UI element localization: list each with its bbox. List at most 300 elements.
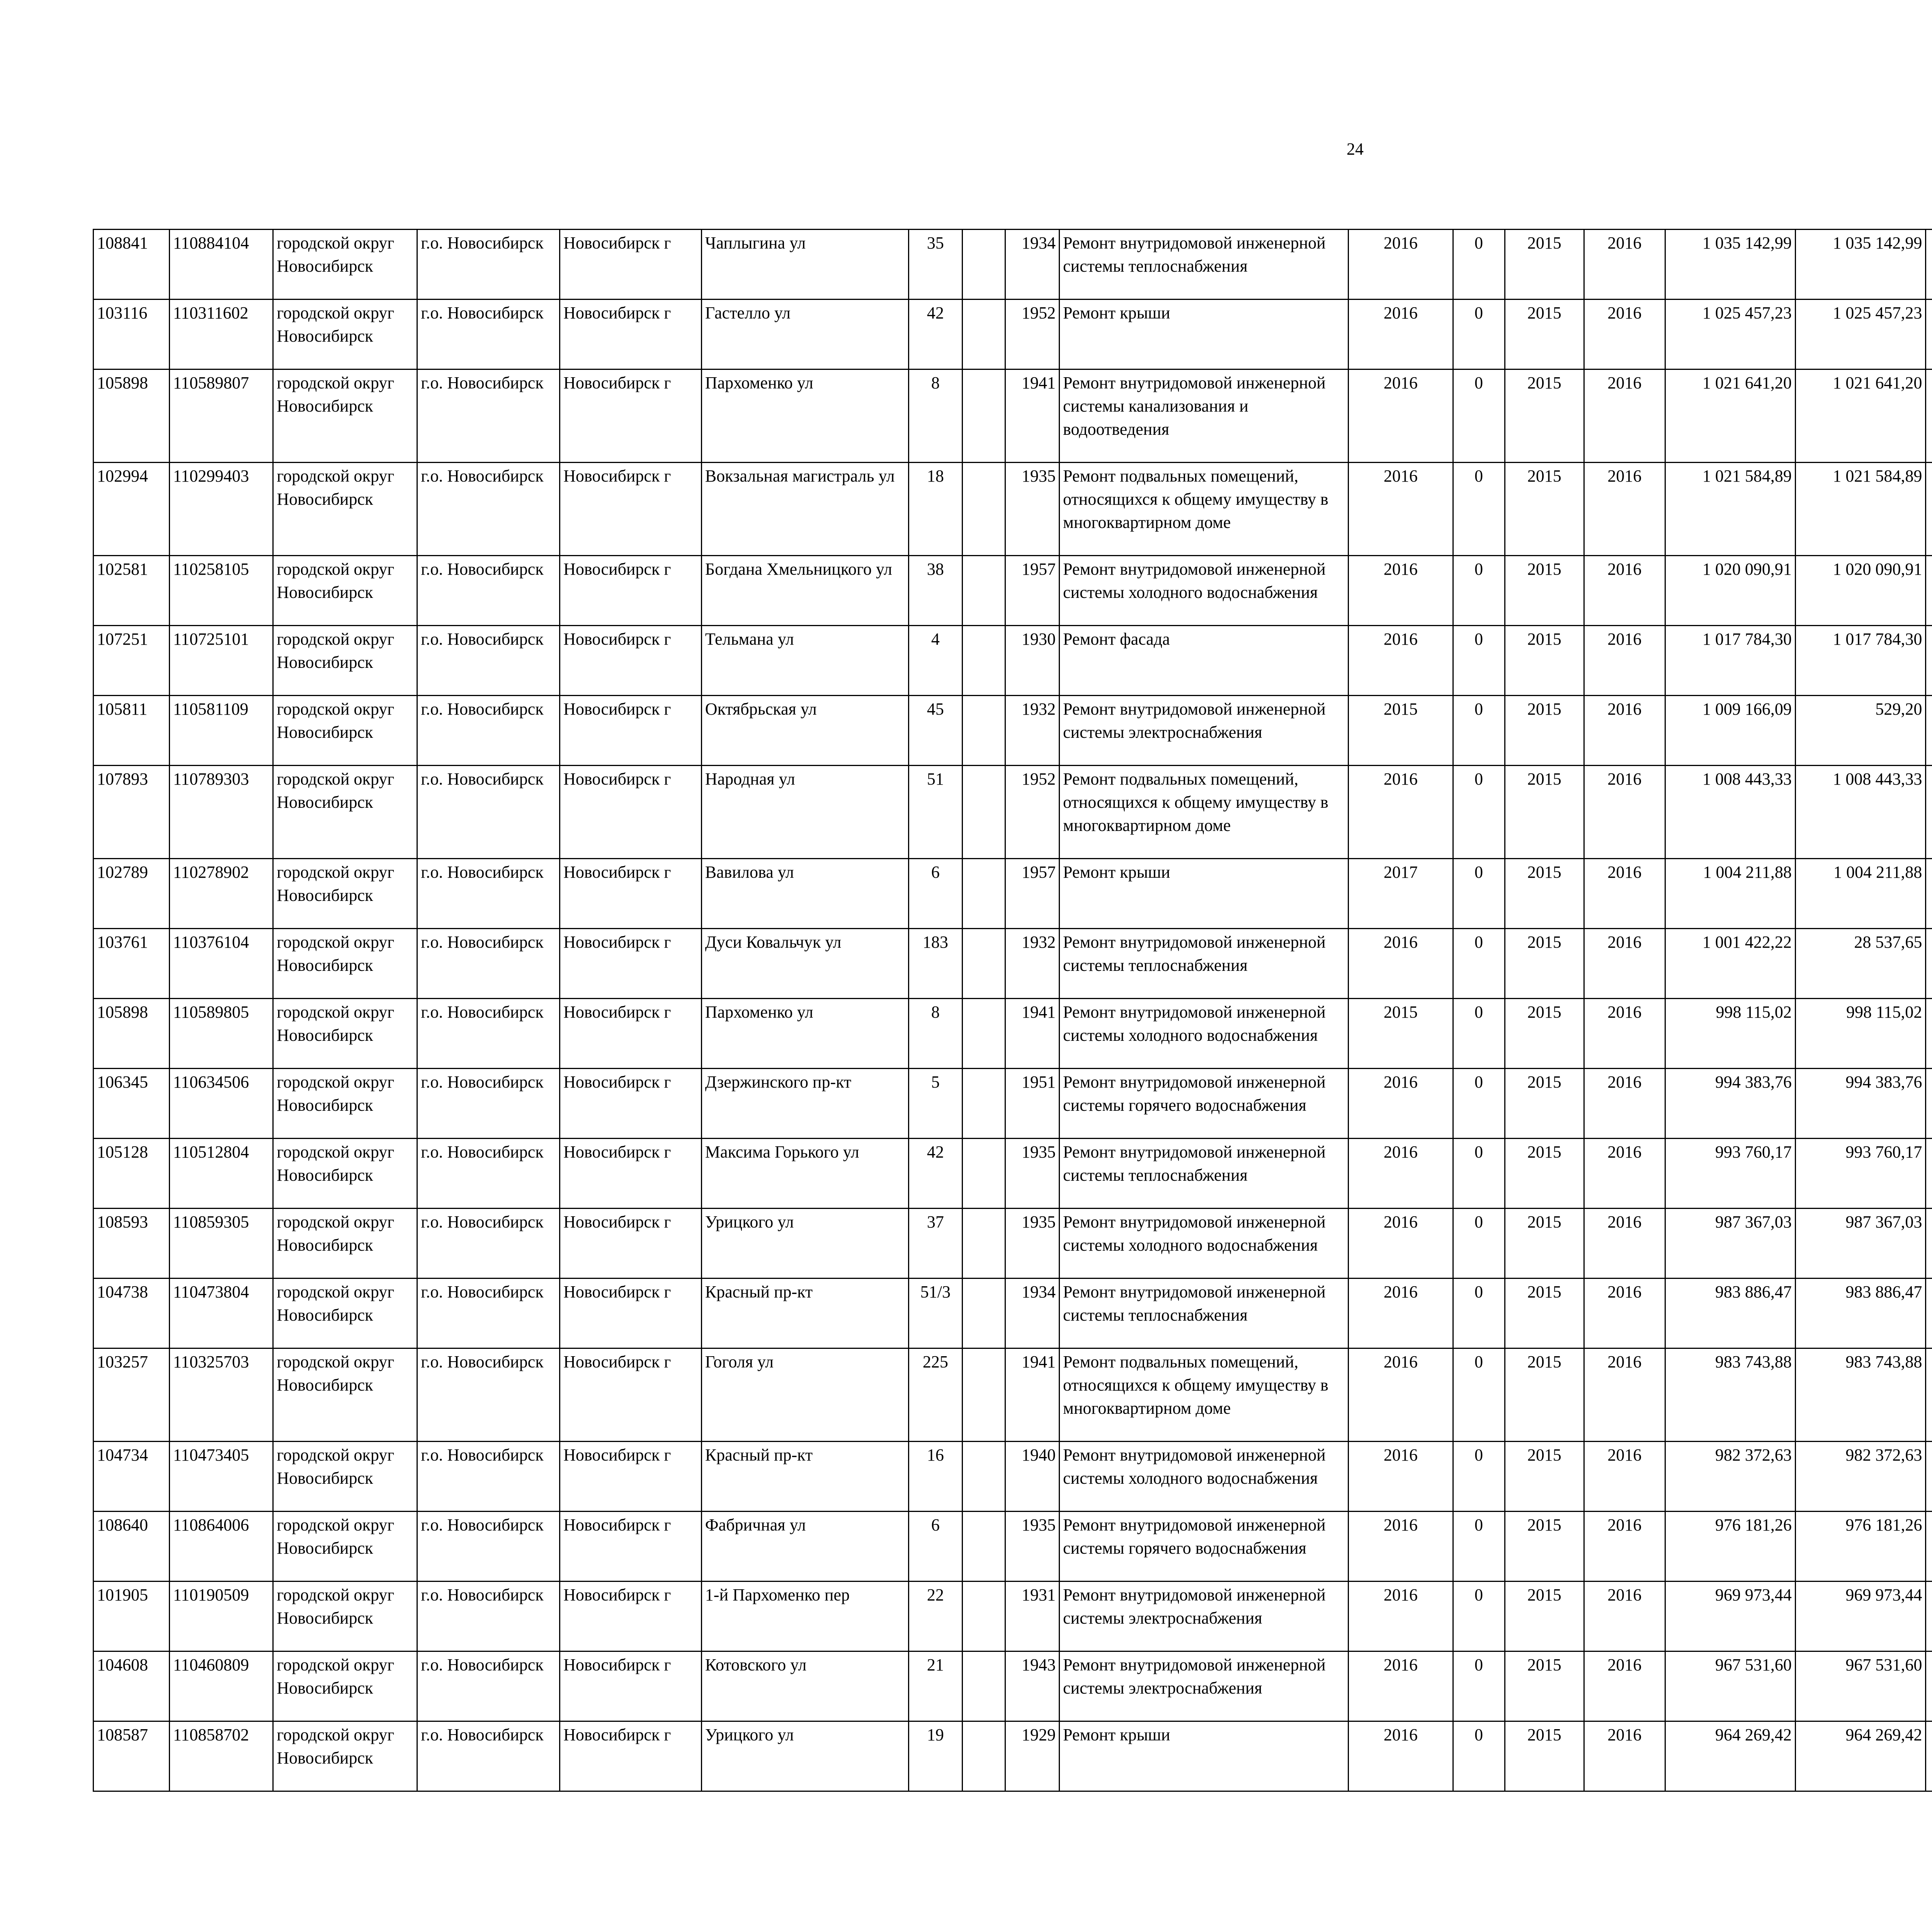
table-cell: 1934 <box>1005 230 1059 300</box>
table-cell: 1935 <box>1005 1512 1059 1582</box>
table-cell: 1932 <box>1005 929 1059 999</box>
table-cell: 0 <box>1453 1069 1505 1139</box>
table-cell: 1930 <box>1005 626 1059 696</box>
table-cell: 1943 <box>1005 1651 1059 1721</box>
table-cell <box>1926 369 1932 463</box>
table-cell: 108587 <box>94 1721 170 1791</box>
table-cell: 976 181,26 <box>1665 1512 1795 1582</box>
table-cell <box>962 1209 1005 1279</box>
table-cell: городской округ Новосибирск <box>273 1442 417 1512</box>
table-cell: 110325703 <box>169 1348 273 1442</box>
table-cell <box>962 463 1005 556</box>
table-cell: Новосибирск г <box>560 300 702 369</box>
table-cell <box>1926 1442 1932 1512</box>
table-cell: 110589805 <box>169 999 273 1069</box>
table-cell: Новосибирск г <box>560 1279 702 1348</box>
table-cell <box>1926 1139 1932 1209</box>
table-cell: Новосибирск г <box>560 929 702 999</box>
table-cell: 983 886,47 <box>1795 1279 1925 1348</box>
table-cell: 37 <box>909 1209 962 1279</box>
table-cell: Богдана Хмельницкого ул <box>701 556 908 626</box>
table-cell: 102581 <box>94 556 170 626</box>
table-cell: 1 020 090,91 <box>1665 556 1795 626</box>
table-cell: 2015 <box>1505 1209 1584 1279</box>
table-cell <box>962 1442 1005 1512</box>
table-cell: Котовского ул <box>701 1651 908 1721</box>
table-cell: 2016 <box>1349 1348 1453 1442</box>
table-cell: 976 181,26 <box>1795 1512 1925 1582</box>
table-cell: 6 <box>909 1512 962 1582</box>
table-cell: 2016 <box>1349 1209 1453 1279</box>
table-cell: городской округ Новосибирск <box>273 1139 417 1209</box>
table-cell: 0 <box>1453 1721 1505 1791</box>
table-cell: Красный пр-кт <box>701 1279 908 1348</box>
table-cell: 110725101 <box>169 626 273 696</box>
table-cell <box>962 766 1005 859</box>
table-cell: городской округ Новосибирск <box>273 1209 417 1279</box>
table-cell: Вавилова ул <box>701 859 908 929</box>
table-cell: Гоголя ул <box>701 1348 908 1442</box>
table-cell: 1 001 422,22 <box>1665 929 1795 999</box>
table-cell: 2016 <box>1349 1512 1453 1582</box>
table-cell: 1 008 443,33 <box>1795 766 1925 859</box>
table-cell: г.о. Новосибирск <box>417 556 560 626</box>
table-cell: 0 <box>1453 556 1505 626</box>
table-cell: 110190509 <box>169 1582 273 1651</box>
table-cell <box>962 696 1005 766</box>
table-cell: Ремонт внутридомовой инженерной системы теплоснабжения <box>1060 1279 1349 1348</box>
table-cell: Ремонт подвальных помещений, относящихся к общему имуществу в многоквартирном доме <box>1060 1348 1349 1442</box>
table-cell: 2016 <box>1349 1442 1453 1512</box>
table-cell: Новосибирск г <box>560 1721 702 1791</box>
table-cell: городской округ Новосибирск <box>273 766 417 859</box>
table-cell: Новосибирск г <box>560 1139 702 1209</box>
table-cell <box>962 1069 1005 1139</box>
table-cell: г.о. Новосибирск <box>417 766 560 859</box>
table-cell: 22 <box>909 1582 962 1651</box>
table-cell: Ремонт внутридомовой инженерной системы горячего водоснабжения <box>1060 1512 1349 1582</box>
table-cell: 1 021 641,20 <box>1665 369 1795 463</box>
table-cell: 16 <box>909 1442 962 1512</box>
table-cell: 1 004 211,88 <box>1795 859 1925 929</box>
table-cell: 2016 <box>1349 929 1453 999</box>
table-cell: 1 025 457,23 <box>1795 300 1925 369</box>
table-cell: 110859305 <box>169 1209 273 1279</box>
table-cell <box>962 1721 1005 1791</box>
table-cell: Новосибирск г <box>560 1348 702 1442</box>
table-cell: Ремонт крыши <box>1060 1721 1349 1791</box>
table-cell: 105128 <box>94 1139 170 1209</box>
table-cell: 8 <box>909 999 962 1069</box>
table-cell: 110789303 <box>169 766 273 859</box>
table-cell: 110311602 <box>169 300 273 369</box>
table-cell <box>1926 696 1932 766</box>
table-cell: 998 115,02 <box>1665 999 1795 1069</box>
table-cell: 983 743,88 <box>1665 1348 1795 1442</box>
table-cell: Ремонт внутридомовой инженерной системы электроснабжения <box>1060 696 1349 766</box>
table-cell: 982 372,63 <box>1795 1442 1925 1512</box>
table-cell: 2015 <box>1349 999 1453 1069</box>
table-cell: 1935 <box>1005 463 1059 556</box>
table-cell: 0 <box>1453 859 1505 929</box>
table-cell <box>962 556 1005 626</box>
table-cell: городской округ Новосибирск <box>273 696 417 766</box>
table-cell: Новосибирск г <box>560 626 702 696</box>
table-row <box>94 766 1932 859</box>
table-cell: Новосибирск г <box>560 369 702 463</box>
table-cell: Новосибирск г <box>560 766 702 859</box>
table-cell: Ремонт фасада <box>1060 626 1349 696</box>
table-cell <box>1926 1348 1932 1442</box>
table-cell: г.о. Новосибирск <box>417 230 560 300</box>
table-cell: 529,20 <box>1795 696 1925 766</box>
table-cell: 2015 <box>1505 1069 1584 1139</box>
table-cell: 2015 <box>1505 369 1584 463</box>
table-cell: г.о. Новосибирск <box>417 1512 560 1582</box>
table-cell: 1932 <box>1005 696 1059 766</box>
table-cell: 2016 <box>1584 1442 1665 1512</box>
table-cell: Новосибирск г <box>560 463 702 556</box>
table-cell <box>1926 463 1932 556</box>
table-cell: Новосибирск г <box>560 696 702 766</box>
table-cell: 0 <box>1453 369 1505 463</box>
table-cell: 42 <box>909 300 962 369</box>
table-cell: 110858702 <box>169 1721 273 1791</box>
table-cell <box>1926 766 1932 859</box>
table-cell: 5 <box>909 1069 962 1139</box>
table-cell: 2016 <box>1349 300 1453 369</box>
table-cell: 987 367,03 <box>1665 1209 1795 1279</box>
table-cell <box>962 1348 1005 1442</box>
table-cell: Ремонт внутридомовой инженерной системы теплоснабжения <box>1060 230 1349 300</box>
table-cell: 2016 <box>1584 1209 1665 1279</box>
table-cell: 8 <box>909 369 962 463</box>
table-cell: 35 <box>909 230 962 300</box>
table-cell <box>1926 929 1932 999</box>
table-cell: 2016 <box>1584 1582 1665 1651</box>
table-cell: Октябрьская ул <box>701 696 908 766</box>
table-cell <box>962 859 1005 929</box>
table-cell: 2015 <box>1505 1348 1584 1442</box>
table-cell <box>1926 1651 1932 1721</box>
table-cell <box>1926 626 1932 696</box>
table-cell: 42 <box>909 1139 962 1209</box>
table-cell: 2015 <box>1505 463 1584 556</box>
table-cell: 225 <box>909 1348 962 1442</box>
table-cell: 0 <box>1453 230 1505 300</box>
table-cell: г.о. Новосибирск <box>417 1279 560 1348</box>
table-row <box>94 300 1932 369</box>
table-cell: 2015 <box>1505 300 1584 369</box>
table-cell: 0 <box>1453 1512 1505 1582</box>
table-cell <box>962 1651 1005 1721</box>
table-cell: 2016 <box>1584 230 1665 300</box>
table-cell: Урицкого ул <box>701 1721 908 1791</box>
table-cell: 1 035 142,99 <box>1665 230 1795 300</box>
table-cell: 993 760,17 <box>1665 1139 1795 1209</box>
table-cell: 110884104 <box>169 230 273 300</box>
table-cell: 2016 <box>1584 999 1665 1069</box>
table-cell: Ремонт крыши <box>1060 300 1349 369</box>
table-cell: 2016 <box>1584 1512 1665 1582</box>
table-cell <box>1926 556 1932 626</box>
table-cell: 21 <box>909 1651 962 1721</box>
table-cell: 2016 <box>1349 1651 1453 1721</box>
table-cell: 2015 <box>1505 1442 1584 1512</box>
table-cell: городской округ Новосибирск <box>273 626 417 696</box>
table-cell: 2016 <box>1349 369 1453 463</box>
table-cell: 51 <box>909 766 962 859</box>
table-cell: г.о. Новосибирск <box>417 1582 560 1651</box>
table-cell: 110634506 <box>169 1069 273 1139</box>
table-cell: Пархоменко ул <box>701 999 908 1069</box>
table-cell: Ремонт внутридомовой инженерной системы теплоснабжения <box>1060 1139 1349 1209</box>
table-cell: 1952 <box>1005 766 1059 859</box>
table-cell: 982 372,63 <box>1665 1442 1795 1512</box>
table-cell: 2015 <box>1505 696 1584 766</box>
table-cell: 2016 <box>1584 1721 1665 1791</box>
table-cell: 0 <box>1453 463 1505 556</box>
table-row <box>94 999 1932 1069</box>
table-cell: 994 383,76 <box>1665 1069 1795 1139</box>
table-cell: 110512804 <box>169 1139 273 1209</box>
table-cell: 45 <box>909 696 962 766</box>
table-cell: 2015 <box>1505 766 1584 859</box>
table-cell: г.о. Новосибирск <box>417 1209 560 1279</box>
table-row <box>94 1442 1932 1512</box>
table-cell <box>962 1582 1005 1651</box>
table-row <box>94 230 1932 300</box>
table-cell: 1 035 142,99 <box>1795 230 1925 300</box>
table-cell: 1951 <box>1005 1069 1059 1139</box>
table-cell: Новосибирск г <box>560 1651 702 1721</box>
table-cell: 2016 <box>1584 1348 1665 1442</box>
table-cell <box>1926 1721 1932 1791</box>
table-cell: Дзержинского пр-кт <box>701 1069 908 1139</box>
table-cell: 1-й Пархоменко пер <box>701 1582 908 1651</box>
table-cell: 106345 <box>94 1069 170 1139</box>
table-row <box>94 1139 1932 1209</box>
table-cell: 2015 <box>1505 230 1584 300</box>
table-cell: 2016 <box>1584 626 1665 696</box>
table-cell: Ремонт подвальных помещений, относящихся к общему имуществу в многоквартирном доме <box>1060 463 1349 556</box>
table-cell: 2016 <box>1349 1069 1453 1139</box>
table-cell: 104738 <box>94 1279 170 1348</box>
table-cell: 110258105 <box>169 556 273 626</box>
table-cell: городской округ Новосибирск <box>273 859 417 929</box>
table-cell: 2016 <box>1584 556 1665 626</box>
table-cell: Тельмана ул <box>701 626 908 696</box>
table-cell: 110278902 <box>169 859 273 929</box>
table-cell: 105898 <box>94 999 170 1069</box>
table-cell: 2015 <box>1349 696 1453 766</box>
table-cell: 6 <box>909 859 962 929</box>
table-cell: 987 367,03 <box>1795 1209 1925 1279</box>
table-body <box>94 230 1932 1791</box>
table-cell: Ремонт внутридомовой инженерной системы холодного водоснабжения <box>1060 556 1349 626</box>
table-row <box>94 1209 1932 1279</box>
table-cell: городской округ Новосибирск <box>273 300 417 369</box>
table-cell: 2016 <box>1349 766 1453 859</box>
table-cell: 103761 <box>94 929 170 999</box>
table-cell: Новосибирск г <box>560 1512 702 1582</box>
table-cell: 1935 <box>1005 1209 1059 1279</box>
table-cell: Максима Горького ул <box>701 1139 908 1209</box>
table-cell: 969 973,44 <box>1665 1582 1795 1651</box>
table-cell: 1941 <box>1005 369 1059 463</box>
table-cell: 969 973,44 <box>1795 1582 1925 1651</box>
table-row <box>94 463 1932 556</box>
table-cell: Вокзальная магистраль ул <box>701 463 908 556</box>
table-cell: 107893 <box>94 766 170 859</box>
table-cell: 2015 <box>1505 1279 1584 1348</box>
table-cell: Новосибирск г <box>560 1442 702 1512</box>
table-cell: городской округ Новосибирск <box>273 1348 417 1442</box>
table-cell: 0 <box>1453 1209 1505 1279</box>
table-cell: 110581109 <box>169 696 273 766</box>
table-cell <box>1926 230 1932 300</box>
table-cell: Пархоменко ул <box>701 369 908 463</box>
table-cell: 102789 <box>94 859 170 929</box>
table-row <box>94 1069 1932 1139</box>
table-cell: городской округ Новосибирск <box>273 556 417 626</box>
table-cell: 2016 <box>1349 230 1453 300</box>
table-cell <box>1926 1512 1932 1582</box>
table-cell: 2015 <box>1505 1582 1584 1651</box>
table-cell: 2016 <box>1584 463 1665 556</box>
table-cell: 2016 <box>1584 300 1665 369</box>
table-row <box>94 1279 1932 1348</box>
table-cell: 1 021 584,89 <box>1665 463 1795 556</box>
table-cell: Гастелло ул <box>701 300 908 369</box>
table-cell: Ремонт внутридомовой инженерной системы электроснабжения <box>1060 1651 1349 1721</box>
table-cell: 0 <box>1453 1279 1505 1348</box>
table-cell: 2015 <box>1505 1512 1584 1582</box>
table-cell: 108593 <box>94 1209 170 1279</box>
table-cell: 1 020 090,91 <box>1795 556 1925 626</box>
table-cell: 2016 <box>1349 626 1453 696</box>
table-cell: 0 <box>1453 1442 1505 1512</box>
table-cell: 1929 <box>1005 1721 1059 1791</box>
table-cell: 2016 <box>1349 556 1453 626</box>
table-cell: 2016 <box>1349 463 1453 556</box>
table-cell: 101905 <box>94 1582 170 1651</box>
table-cell: 994 383,76 <box>1795 1069 1925 1139</box>
table-cell: 1 009 166,09 <box>1665 696 1795 766</box>
table-cell <box>962 929 1005 999</box>
table-cell <box>962 1279 1005 1348</box>
table-row <box>94 929 1932 999</box>
table-cell: 0 <box>1453 1139 1505 1209</box>
table-cell: 967 531,60 <box>1665 1651 1795 1721</box>
table-cell: Новосибирск г <box>560 999 702 1069</box>
table-cell: 110864006 <box>169 1512 273 1582</box>
table-cell: г.о. Новосибирск <box>417 999 560 1069</box>
table-cell <box>1926 300 1932 369</box>
table-cell: 4 <box>909 626 962 696</box>
table-cell: 107251 <box>94 626 170 696</box>
table-cell: 1935 <box>1005 1139 1059 1209</box>
table-row <box>94 1512 1932 1582</box>
table-cell: 110299403 <box>169 463 273 556</box>
table-cell: г.о. Новосибирск <box>417 626 560 696</box>
table-cell: 105811 <box>94 696 170 766</box>
table-cell: 1 021 584,89 <box>1795 463 1925 556</box>
table-cell <box>962 1139 1005 1209</box>
table-cell: Ремонт внутридомовой инженерной системы теплоснабжения <box>1060 929 1349 999</box>
table-cell: г.о. Новосибирск <box>417 1139 560 1209</box>
table-cell: 110473804 <box>169 1279 273 1348</box>
table-cell: Новосибирск г <box>560 1582 702 1651</box>
table-cell: Новосибирск г <box>560 859 702 929</box>
table-cell: 104734 <box>94 1442 170 1512</box>
table-cell: г.о. Новосибирск <box>417 300 560 369</box>
table-cell <box>1926 1069 1932 1139</box>
table-cell: 0 <box>1453 1348 1505 1442</box>
table-cell: 0 <box>1453 300 1505 369</box>
table-cell: городской округ Новосибирск <box>273 929 417 999</box>
table-cell: 2015 <box>1505 859 1584 929</box>
table-cell: г.о. Новосибирск <box>417 463 560 556</box>
table-cell: 2016 <box>1584 1139 1665 1209</box>
table-cell: 2016 <box>1584 859 1665 929</box>
table-cell: Дуси Ковальчук ул <box>701 929 908 999</box>
table-cell: 1941 <box>1005 1348 1059 1442</box>
table-cell: 1 025 457,23 <box>1665 300 1795 369</box>
table-cell: 2016 <box>1584 369 1665 463</box>
table-cell: 1 017 784,30 <box>1665 626 1795 696</box>
table-cell: г.о. Новосибирск <box>417 1651 560 1721</box>
table-cell: Ремонт внутридомовой инженерной системы холодного водоснабжения <box>1060 1442 1349 1512</box>
table-cell: г.о. Новосибирск <box>417 369 560 463</box>
table-cell: 1957 <box>1005 859 1059 929</box>
table-cell: 0 <box>1453 1651 1505 1721</box>
table-cell: 38 <box>909 556 962 626</box>
table-cell: 2016 <box>1584 1069 1665 1139</box>
table-cell: 0 <box>1453 929 1505 999</box>
repair-registry-table <box>93 229 1932 1792</box>
table-cell: городской округ Новосибирск <box>273 369 417 463</box>
table-cell <box>1926 1209 1932 1279</box>
table-cell: 983 886,47 <box>1665 1279 1795 1348</box>
table-cell: 108640 <box>94 1512 170 1582</box>
table-cell: Урицкого ул <box>701 1209 908 1279</box>
table-cell: Народная ул <box>701 766 908 859</box>
table-cell <box>962 230 1005 300</box>
table-cell: г.о. Новосибирск <box>417 929 560 999</box>
table-cell: городской округ Новосибирск <box>273 999 417 1069</box>
table-cell: 2015 <box>1505 999 1584 1069</box>
table-cell: 1957 <box>1005 556 1059 626</box>
table-cell <box>1926 1279 1932 1348</box>
table-cell: городской округ Новосибирск <box>273 1651 417 1721</box>
table-cell: городской округ Новосибирск <box>273 463 417 556</box>
table-cell: 102994 <box>94 463 170 556</box>
table-cell: 103257 <box>94 1348 170 1442</box>
table-cell: 2016 <box>1349 1582 1453 1651</box>
table-cell: Ремонт внутридомовой инженерной системы холодного водоснабжения <box>1060 999 1349 1069</box>
table-cell: 0 <box>1453 1582 1505 1651</box>
table-cell: Ремонт внутридомовой инженерной системы горячего водоснабжения <box>1060 1069 1349 1139</box>
table-cell: 2016 <box>1349 1279 1453 1348</box>
table-cell: 964 269,42 <box>1665 1721 1795 1791</box>
table-cell: 1941 <box>1005 999 1059 1069</box>
table-cell: 0 <box>1453 696 1505 766</box>
table-cell: 108841 <box>94 230 170 300</box>
table-cell: г.о. Новосибирск <box>417 859 560 929</box>
table-cell: Новосибирск г <box>560 1069 702 1139</box>
table-cell: Ремонт внутридомовой инженерной системы холодного водоснабжения <box>1060 1209 1349 1279</box>
